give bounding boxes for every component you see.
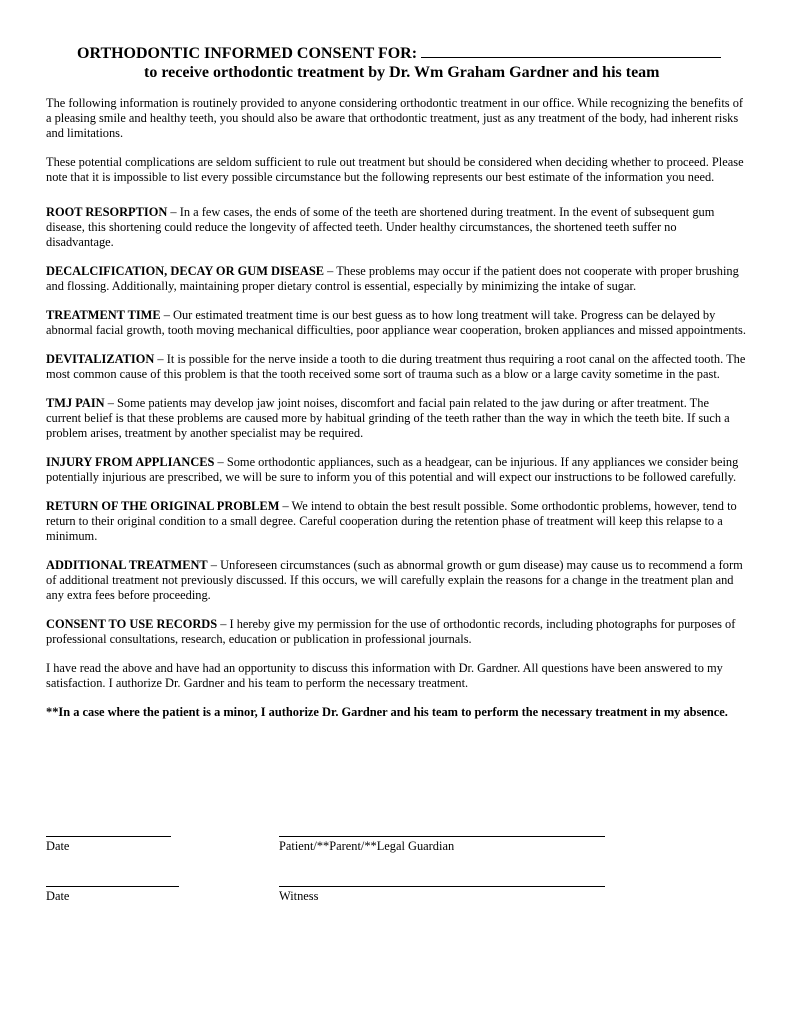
section-heading: ADDITIONAL TREATMENT <box>46 558 208 572</box>
section-heading: CONSENT TO USE RECORDS <box>46 617 218 631</box>
authorization-paragraph: I have read the above and have had an opportunity to discuss this information with Dr. Gardner. All questions have been answered to my satisfaction. I authorize Dr. Gardner and his team to perform the necessary treatment. <box>46 661 723 690</box>
document-subtitle: to receive orthodontic treatment by Dr. Wm Graham Gardner and his team <box>144 64 660 81</box>
section-text: – Some patients may develop jaw joint noises, discomfort and facial pain related to the jaw during or after treatment. The current belief is that these problems are caused more by habitual grinding of the teeth rather than the way in which the teeth bite. If such a problem arises, treatment by another specialist may be required. <box>46 396 730 440</box>
section-decalcification <box>46 264 746 294</box>
section-text: – In a few cases, the ends of some of the teeth are shortened during treatment. In the event of subsequent gum disease, this shortening could reduce the longevity of affected teeth. Under healthy circumstances, the shortened teeth suffer no disadvantage. <box>46 205 715 249</box>
section-text: – These problems may occur if the patient does not cooperate with proper brushing and flossing. Additionally, maintaining proper dietary control is essential, especially by minimizing the intake of sugar. <box>46 264 739 293</box>
date-label-2: Date <box>46 889 70 903</box>
title-text: ORTHODONTIC INFORMED CONSENT FOR: <box>77 45 418 62</box>
minor-clause: **In a case where the patient is a minor, I authorize Dr. Gardner and his team to perform the necessary treatment in my absence. <box>46 705 728 719</box>
date-label-1: Date <box>46 839 70 853</box>
section-treatment-time <box>46 308 746 338</box>
section-return-of-original-problem <box>46 499 746 544</box>
section-additional-treatment <box>46 558 746 603</box>
document-title <box>46 44 746 63</box>
section-text: – We intend to obtain the best result possible. Some orthodontic problems, however, tend to return to their original condition to a small degree. Careful cooperation during the retention phase of treatment will keep this relapse to a minimum. <box>46 499 737 543</box>
patient-signature-line[interactable] <box>279 836 605 837</box>
section-heading: RETURN OF THE ORIGINAL PROBLEM <box>46 499 280 513</box>
section-heading: INJURY FROM APPLIANCES <box>46 455 215 469</box>
section-heading: DEVITALIZATION <box>46 352 155 366</box>
section-tmj-pain <box>46 396 746 441</box>
intro-paragraph-1: The following information is routinely provided to anyone considering orthodontic treatment in our office. While recognizing the benefits of a pleasing smile and healthy teeth, you should also be aware that orthodontic treatment, just as any treatment of the body, had inherent risks and limitations. <box>46 96 744 140</box>
section-consent-to-use-records <box>46 617 746 647</box>
section-text: – I hereby give my permission for the use of orthodontic records, including photographs for purposes of professional consultations, research, education or publication in professional journals. <box>46 617 736 646</box>
consent-document <box>46 44 746 720</box>
section-heading: TREATMENT TIME <box>46 308 161 322</box>
section-heading: ROOT RESORPTION <box>46 205 168 219</box>
section-text: – Our estimated treatment time is our best guess as to how long treatment will take. Progress can be delayed by abnormal facial growth, tooth moving mechanical difficulties, poor appliance wear cooperation, broken appliances and missed appointments. <box>46 308 746 337</box>
section-injury-from-appliances <box>46 455 746 485</box>
signature-area <box>46 830 746 910</box>
section-devitalization <box>46 352 746 382</box>
section-text: – Unforeseen circumstances (such as abnormal growth or gum disease) may cause us to recommend a form of additional treatment not previously discussed. If this occurs, we will carefully explain the reasons for a change in the treatment plan and any extra fees before proceeding. <box>46 558 743 602</box>
date-signature-line-2[interactable] <box>46 886 179 887</box>
intro-paragraph-2: These potential complications are seldom sufficient to rule out treatment but should be considered when deciding whether to proceed. Please note that it is impossible to list every possible circumstance but the following represents our best estimate of the information you need. <box>46 155 744 184</box>
date-signature-line-1[interactable] <box>46 836 171 837</box>
witness-signature-label: Witness <box>279 889 319 903</box>
section-heading: TMJ PAIN <box>46 396 105 410</box>
witness-signature-line[interactable] <box>279 886 605 887</box>
patient-signature-label: Patient/**Parent/**Legal Guardian <box>279 839 455 853</box>
consent-for-blank-line <box>421 45 721 58</box>
section-text: – It is possible for the nerve inside a tooth to die during treatment thus requiring a root canal on the affected tooth. The most common cause of this problem is that the tooth received some sort of trauma such as a blow or a large cavity sometime in the past. <box>46 352 746 381</box>
section-root-resorption <box>46 205 746 250</box>
section-text: – Some orthodontic appliances, such as a headgear, can be injurious. If any appliances we consider being potentially injurious are prescribed, we will be sure to inform you of this potential and will expect our instructions to be followed carefully. <box>46 455 739 484</box>
section-heading: DECALCIFICATION, DECAY OR GUM DISEASE <box>46 264 325 278</box>
